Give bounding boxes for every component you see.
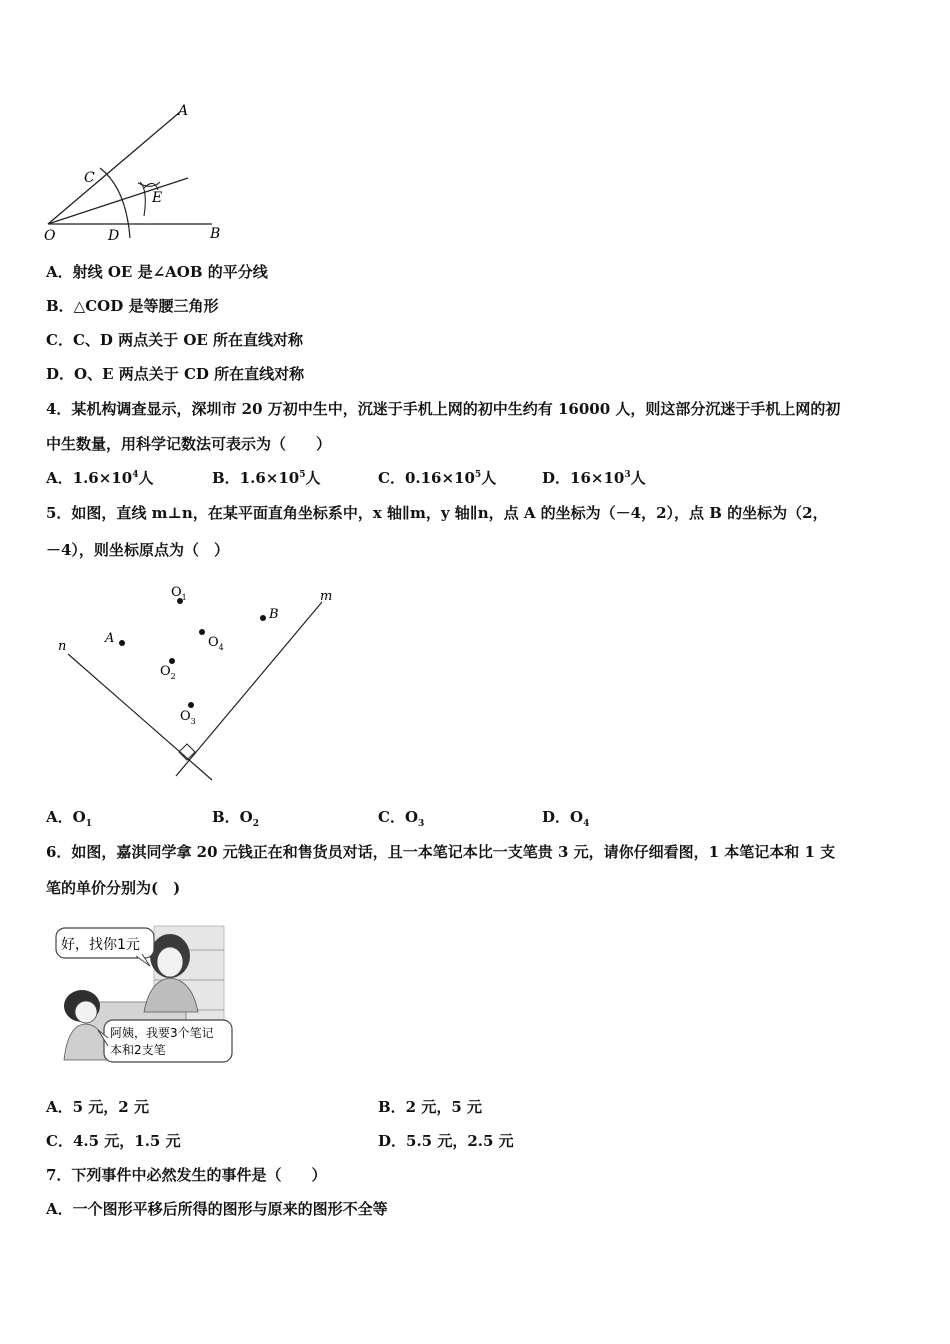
q5-d-sub: 4 <box>583 819 590 829</box>
label-E: E <box>152 190 163 206</box>
point-O4 <box>199 629 205 635</box>
q3-option-c[interactable]: C．C、D 两点关于 OE 所在直线对称 <box>46 331 304 349</box>
q4-d-unit: 人 <box>630 469 646 487</box>
q4-b-unit: 人 <box>305 469 321 487</box>
label-O2 <box>160 664 176 681</box>
bubble-bottom-text-2: 本和2支笔 <box>110 1043 166 1057</box>
q4-a-text: A．1.6×10 <box>46 469 133 487</box>
q4-c-unit: 人 <box>481 469 497 487</box>
q5-option-a[interactable] <box>46 807 92 827</box>
q3-option-b[interactable]: B．△COD 是等腰三角形 <box>46 297 219 315</box>
label-O3 <box>180 709 196 726</box>
q6-stem-line1: 6．如图，嘉淇同学拿 20 元钱正在和售货员对话，且一本笔记本比一支笔贵 3 元，请你仔细看图，1 本笔记本和 1 支 <box>46 843 836 861</box>
q6-option-a[interactable]: A．5 元，2 元 <box>46 1098 149 1116</box>
q4-c-text: C．0.16×10 <box>378 469 475 487</box>
point-B <box>260 615 266 621</box>
q3-option-a[interactable]: A．射线 OE 是∠AOB 的平分线 <box>46 263 268 281</box>
q4-b-exp: 5 <box>299 470 306 480</box>
q4-a-unit: 人 <box>138 469 154 487</box>
label-A: A <box>105 631 115 646</box>
label-O1 <box>171 585 187 602</box>
label-m: m <box>320 589 333 604</box>
q6-option-d[interactable]: D．5.5 元，2.5 元 <box>378 1132 514 1150</box>
label-n: n <box>58 639 67 654</box>
label-O1-sub: 1 <box>181 593 187 602</box>
q7-stem: 7．下列事件中必然发生的事件是（ ） <box>46 1166 327 1184</box>
q4-d-exp: 3 <box>624 470 631 480</box>
q3-option-d[interactable]: D．O、E 两点关于 CD 所在直线对称 <box>46 365 305 383</box>
label-B: B <box>269 607 279 622</box>
angle-bisector-figure <box>40 98 230 246</box>
q5-c-text: C．O <box>378 808 419 826</box>
label-O3-sub: 3 <box>190 717 196 726</box>
q6-option-c[interactable]: C．4.5 元，1.5 元 <box>46 1132 181 1150</box>
q4-stem-line1: 4．某机构调查显示，深圳市 20 万初中生中，沉迷于手机上网的初中生约有 16000 人，则这部分沉迷于手机上网的初 <box>46 400 841 418</box>
q5-stem-line1: 5．如图，直线 m⊥n，在某平面直角坐标系中，x 轴∥m，y 轴∥n，点 A 的坐标为（－4，2），点 B 的坐标为（2， <box>46 504 828 522</box>
label-O4-main: O <box>208 635 219 650</box>
child-face <box>75 1001 97 1023</box>
q4-option-c[interactable] <box>378 468 496 488</box>
bubble-top-text: 好，找你1元 <box>61 937 140 953</box>
q5-c-sub: 3 <box>418 819 425 829</box>
q4-a-exp: 4 <box>132 470 139 480</box>
shop-dialogue-illustration <box>46 920 242 1076</box>
label-D: D <box>108 228 120 244</box>
q4-option-d[interactable] <box>542 468 646 488</box>
label-O3-main: O <box>180 709 191 724</box>
point-A <box>119 640 125 646</box>
q6-stem-line2: 笔的单价分别为( ) <box>46 879 181 897</box>
bubble-bottom-text-1: 阿姨，我要3个笔记 <box>110 1026 214 1040</box>
q4-c-exp: 5 <box>474 470 482 480</box>
q5-b-text: B．O <box>212 808 253 826</box>
q6-option-b[interactable]: B．2 元，5 元 <box>378 1098 482 1116</box>
ray-OE <box>48 178 188 224</box>
point-O3 <box>188 702 194 708</box>
label-O1-main: O <box>171 585 182 600</box>
q7-option-a[interactable]: A．一个图形平移后所得的图形与原来的图形不全等 <box>46 1200 388 1218</box>
q5-option-b[interactable] <box>212 807 259 827</box>
label-O4 <box>208 635 224 652</box>
label-O: O <box>44 228 56 244</box>
q5-option-d[interactable] <box>542 807 589 827</box>
line-m <box>176 602 322 776</box>
label-A: A <box>178 103 189 119</box>
q4-b-text: B．1.6×10 <box>212 469 300 487</box>
q4-option-a[interactable] <box>46 468 153 488</box>
q5-b-sub: 2 <box>252 819 260 829</box>
label-C: C <box>84 170 95 186</box>
q5-option-c[interactable] <box>378 807 424 827</box>
q5-d-text: D．O <box>542 808 584 826</box>
q5-a-text: A．O <box>46 808 86 826</box>
perpendicular-lines-figure <box>50 578 350 788</box>
ray-OA <box>48 112 180 224</box>
label-O4-sub: 4 <box>218 643 224 652</box>
label-O2-main: O <box>160 664 171 679</box>
label-B: B <box>210 226 221 242</box>
q4-option-b[interactable] <box>212 468 321 488</box>
q4-stem-line2: 中生数量，用科学记数法可表示为（ ） <box>46 435 332 453</box>
label-O2-sub: 2 <box>170 672 176 681</box>
q5-stem-line2: －4），则坐标原点为（ ） <box>46 541 229 559</box>
q4-d-text: D．16×10 <box>542 469 625 487</box>
q5-a-sub: 1 <box>85 819 92 829</box>
shopkeeper-face <box>157 947 183 977</box>
